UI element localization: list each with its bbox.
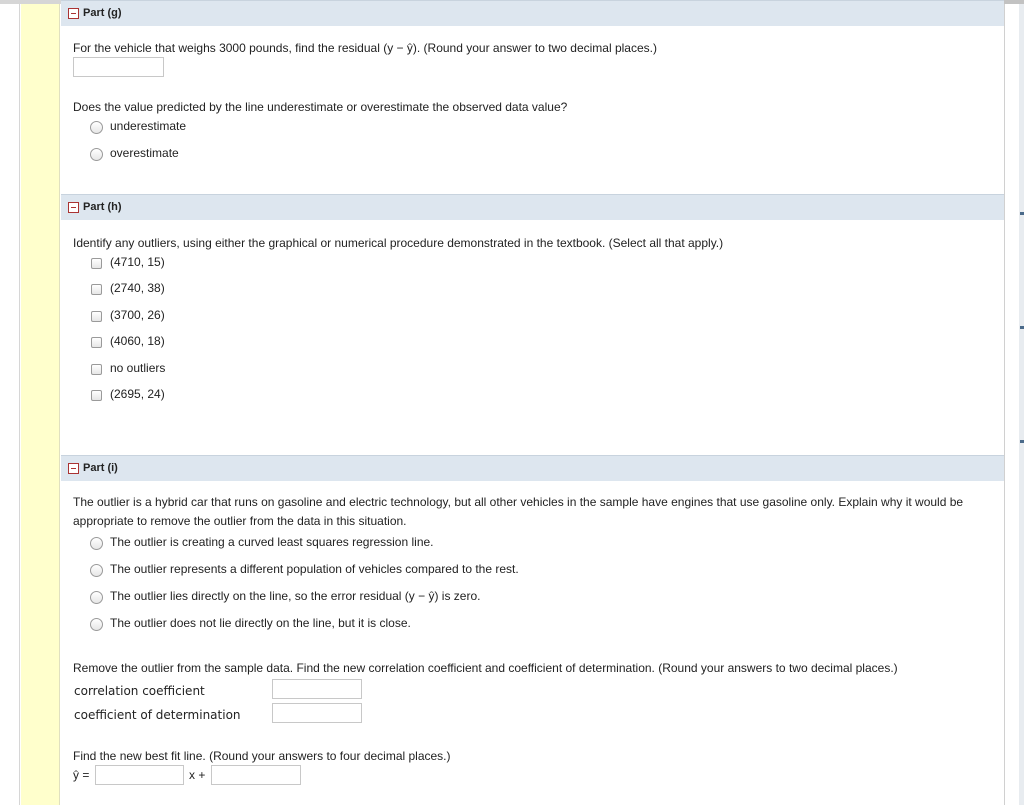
radio-option[interactable]	[90, 591, 103, 604]
radio-option[interactable]	[90, 618, 103, 631]
option-label: (4710, 15)	[110, 255, 165, 269]
option-label: overestimate	[110, 146, 179, 160]
part-i-question-3: Find the new best fit line. (Round your answers to four decimal places.)	[73, 749, 451, 763]
right-strip-mark	[1020, 440, 1024, 443]
intercept-input[interactable]	[211, 765, 301, 785]
checkbox-outlier[interactable]	[91, 284, 102, 295]
collapse-icon[interactable]	[68, 8, 79, 19]
part-g-header[interactable]	[61, 0, 1004, 26]
part-h-question: Identify any outliers, using either the graphical or numerical procedure demonstrated in the textbook. (Select all that apply.)	[73, 236, 724, 250]
part-i-question-2: Remove the outlier from the sample data. Find the new correlation coefficient and coefficient of determination. (Round your answers to two decimal places.)	[73, 661, 898, 675]
radio-option[interactable]	[90, 537, 103, 550]
checkbox-outlier[interactable]	[91, 258, 102, 269]
option-label: (3700, 26)	[110, 308, 165, 322]
collapse-icon[interactable]	[68, 202, 79, 213]
slope-input[interactable]	[95, 765, 184, 785]
part-g-question-2: Does the value predicted by the line underestimate or overestimate the observed data value?	[73, 100, 568, 114]
part-i-title: Part (i)	[83, 462, 118, 474]
part-h-title: Part (h)	[83, 201, 122, 213]
option-label: underestimate	[110, 119, 187, 133]
option-label: The outlier represents a different population of vehicles compared to the rest.	[110, 562, 519, 576]
part-i-question: The outlier is a hybrid car that runs on gasoline and electric technology, but all other vehicles in the sample have engines that use gasoline only. Explain why it would be appropriate to remove the outlier from the data in this situation.	[73, 495, 964, 528]
option-label: The outlier lies directly on the line, so the error residual (y − ŷ) is zero.	[110, 589, 481, 603]
content-right-border	[1004, 4, 1005, 805]
right-strip-mark	[1020, 326, 1024, 329]
x-plus-label: x +	[189, 768, 206, 782]
right-strip-mark	[1020, 212, 1024, 215]
part-g-question: For the vehicle that weighs 3000 pounds, find the residual (y − ŷ). (Round your answer to two decimal places.)	[73, 41, 657, 55]
radio-option[interactable]	[90, 564, 103, 577]
correlation-input[interactable]	[272, 679, 362, 699]
determination-input[interactable]	[272, 703, 362, 723]
residual-input[interactable]	[73, 57, 164, 77]
option-label: (4060, 18)	[110, 334, 165, 348]
option-label: (2740, 38)	[110, 281, 165, 295]
checkbox-outlier[interactable]	[91, 311, 102, 322]
correlation-label: correlation coefficient	[74, 684, 205, 698]
yhat-label: ŷ =	[73, 768, 90, 782]
collapse-icon[interactable]	[68, 463, 79, 474]
determination-label: coefficient of determination	[74, 708, 241, 722]
checkbox-outlier[interactable]	[91, 337, 102, 348]
question-margin-bar	[21, 4, 60, 805]
left-gutter	[0, 4, 20, 805]
checkbox-no-outliers[interactable]	[91, 364, 102, 375]
part-h-header[interactable]	[61, 194, 1004, 220]
part-i-header[interactable]	[61, 455, 1004, 481]
option-label: no outliers	[110, 361, 166, 375]
right-window-strip	[1019, 4, 1024, 805]
option-label: The outlier is creating a curved least squares regression line.	[110, 535, 434, 549]
option-label: The outlier does not lie directly on the line, but it is close.	[110, 616, 411, 630]
radio-underestimate[interactable]	[90, 121, 103, 134]
option-label: (2695, 24)	[110, 387, 165, 401]
checkbox-outlier[interactable]	[91, 390, 102, 401]
part-g-title: Part (g)	[83, 7, 122, 19]
radio-overestimate[interactable]	[90, 148, 103, 161]
